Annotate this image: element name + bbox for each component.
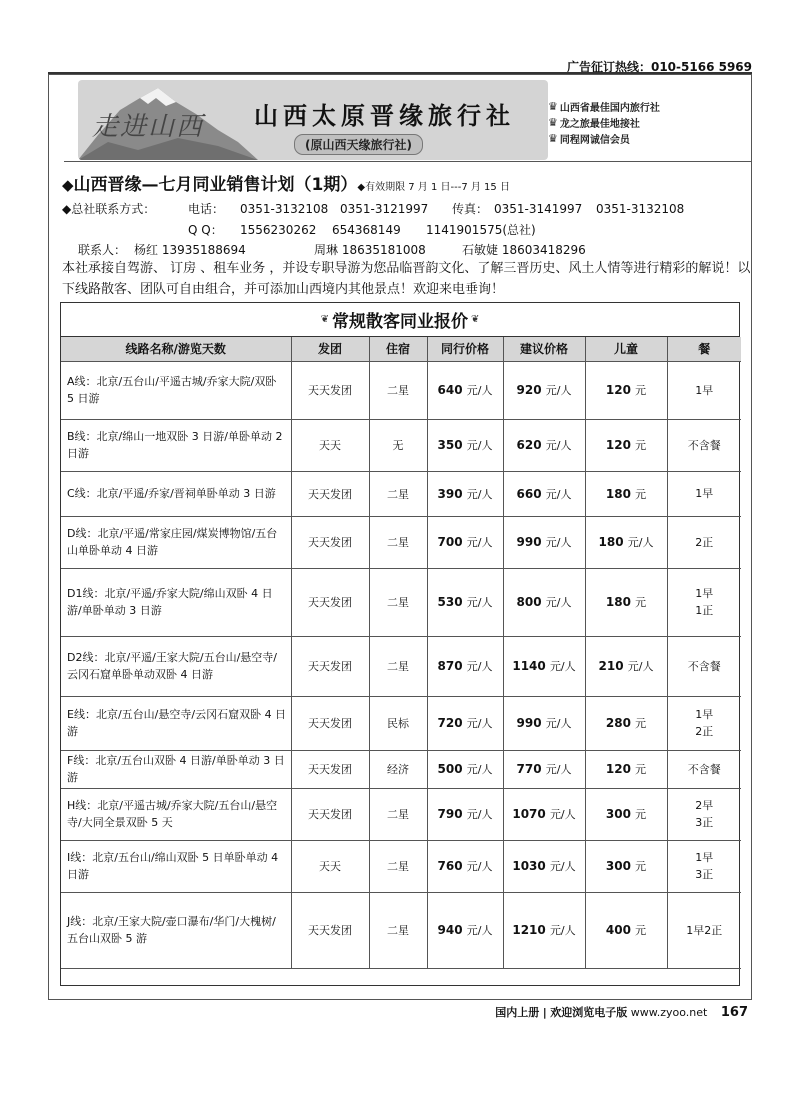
fax-number: 0351-3141997 (494, 202, 583, 216)
honor-item: ♛ 同程网诚信会员 (548, 131, 630, 146)
table-title: 常规散客同业报价 (332, 312, 468, 332)
child-price: 180 (605, 595, 631, 609)
suggested-price-cell (503, 516, 585, 568)
page-footer (495, 1004, 748, 1020)
departure-cell: 天天发团 (291, 636, 369, 696)
child-price-cell (585, 471, 667, 516)
suggested-price: 920 (516, 383, 542, 397)
child-price-unit: 元 (635, 924, 647, 937)
child-price: 300 (605, 859, 631, 873)
qq-number: 654368149 (332, 223, 401, 237)
suggested-price: 800 (516, 595, 542, 609)
meal-line: 2早 (695, 799, 714, 812)
child-price-unit: 元 (635, 439, 647, 452)
footer-site: www.zyoo.net (630, 1006, 708, 1019)
child-price-cell (585, 788, 667, 840)
meal-line: 不含餐 (687, 762, 721, 776)
price-table-box (60, 302, 740, 986)
lodging-cell: 二星 (369, 471, 427, 516)
child-price-unit: 元 (635, 487, 647, 501)
phone-number: 0351-3132108 (240, 202, 329, 216)
table-header-row (61, 337, 741, 361)
meal-line: 1早 (695, 487, 714, 500)
meal-line: 1早 (695, 851, 714, 864)
peer-price: 530 (437, 595, 463, 609)
suggested-price-unit: 元/人 (545, 487, 572, 501)
peer-price-unit: 元/人 (466, 717, 493, 730)
meal-line: 不含餐 (687, 438, 721, 452)
child-price: 120 (605, 383, 631, 397)
suggested-price-cell (503, 840, 585, 892)
phone-number: 0351-3121997 (340, 202, 429, 216)
qq-number: 1141901575(总社) (426, 223, 536, 237)
child-price-cell (585, 750, 667, 788)
suggested-price-cell (503, 892, 585, 968)
route-cell: E线：北京/五台山/悬空寺/云冈石窟双卧 4 日游 (61, 696, 291, 750)
ornament-icon: ❦ (320, 314, 329, 325)
table-row (61, 568, 741, 636)
meal-cell (667, 840, 741, 892)
child-price-cell (585, 892, 667, 968)
child-price-unit: 元 (635, 596, 647, 609)
column-header: 发团 (291, 337, 369, 361)
intro-paragraph: 本社承接自驾游、 订房 、租车业务 ，并设专职导游为您品临晋韵文化、了解三晋历史、风土人情等进行精彩的解说！以下线路散客、团队可自由组合，并可添加山西境内其他景点！欢迎来电垂询！ (62, 261, 751, 297)
child-price: 210 (598, 659, 624, 673)
diamond-icon: ◆ (357, 182, 366, 193)
meal-cell (667, 419, 741, 471)
child-price-cell (585, 696, 667, 750)
table-row (61, 471, 741, 516)
peer-price-unit: 元/人 (466, 763, 493, 776)
peer-price: 390 (437, 486, 463, 501)
child-price: 180 (605, 486, 631, 501)
peer-price-unit: 元/人 (466, 487, 493, 501)
peer-price-cell (427, 696, 503, 750)
peer-price-unit: 元/人 (466, 596, 493, 609)
column-header: 线路名称/游览天数 (61, 337, 291, 361)
suggested-price: 660 (516, 486, 542, 501)
meal-cell (667, 516, 741, 568)
route-cell: A线：北京/五台山/平遥古城/乔家大院/双卧 5 日游 (61, 361, 291, 419)
route-cell: D2线：北京/平遥/王家大院/五台山/悬空寺/云冈石窟单卧单动双卧 4 日游 (61, 636, 291, 696)
contact-person: 周琳 18635181008 (314, 243, 426, 257)
suggested-price: 1140 (512, 659, 546, 673)
child-price-unit: 元 (635, 808, 647, 821)
meal-cell (667, 568, 741, 636)
peer-price: 700 (437, 535, 463, 549)
table-row (61, 696, 741, 750)
contact-phone-row: ◆总社联系方式： 电话： 0351-3132108 0351-3121997 传真： 0351-3141997 0351-3132108 (62, 202, 685, 216)
departure-cell: 天天发团 (291, 361, 369, 419)
departure-cell: 天天发团 (291, 750, 369, 788)
route-cell: B线：北京/绵山一地双卧 3 日游/单卧单动 2 日游 (61, 419, 291, 471)
peer-price: 790 (437, 807, 463, 821)
peer-price-cell (427, 750, 503, 788)
departure-cell: 天天 (291, 419, 369, 471)
lodging-cell: 二星 (369, 892, 427, 968)
meal-line: 2正 (695, 535, 714, 549)
table-row (61, 750, 741, 788)
table-row (61, 419, 741, 471)
suggested-price-unit: 元/人 (545, 439, 572, 452)
banner-rule (64, 161, 752, 162)
honors-list (548, 98, 748, 146)
suggested-price-unit: 元/人 (549, 924, 576, 937)
suggested-price: 990 (516, 535, 542, 549)
peer-price-unit: 元/人 (466, 808, 493, 821)
suggested-price: 1210 (512, 923, 546, 937)
departure-cell: 天天发团 (291, 471, 369, 516)
column-header: 同行价格 (427, 337, 503, 361)
suggested-price-unit: 元/人 (545, 717, 572, 730)
suggested-price-cell (503, 568, 585, 636)
child-price-unit: 元 (635, 860, 647, 873)
child-price: 120 (605, 438, 631, 452)
child-price-cell (585, 840, 667, 892)
meal-line: 不含餐 (687, 659, 721, 673)
departure-cell: 天天发团 (291, 788, 369, 840)
departure-cell: 天天发团 (291, 892, 369, 968)
contact-person: 石敏婕 18603418296 (462, 243, 586, 257)
lodging-cell: 无 (369, 419, 427, 471)
suggested-price-cell (503, 750, 585, 788)
suggested-price-cell (503, 471, 585, 516)
child-price: 280 (605, 716, 631, 730)
peer-price-cell (427, 419, 503, 471)
contact-qq-row: Q Q： 1556230262 654368149 1141901575(总社) (188, 223, 536, 237)
child-price-unit: 元 (635, 763, 647, 776)
departure-cell: 天天 (291, 840, 369, 892)
peer-price: 640 (437, 383, 463, 397)
calligraphy-slogan: 走进山西 (92, 112, 205, 142)
meal-line: 3正 (695, 816, 714, 829)
peer-price-cell (427, 568, 503, 636)
plan-heading (62, 170, 510, 195)
price-table (61, 337, 741, 969)
peer-price: 350 (437, 438, 463, 452)
meal-cell (667, 892, 741, 968)
table-row (61, 516, 741, 568)
suggested-price-cell (503, 419, 585, 471)
peer-price-unit: 元/人 (466, 439, 493, 452)
meal-line: 1早2正 (686, 923, 723, 937)
child-price-cell (585, 361, 667, 419)
child-price-unit: 元 (635, 384, 647, 397)
footer-separator: | (542, 1006, 547, 1019)
peer-price-unit: 元/人 (466, 860, 493, 873)
suggested-price: 1070 (512, 807, 546, 821)
child-price-unit: 元 (635, 717, 647, 730)
child-price: 120 (605, 762, 631, 776)
lodging-cell: 二星 (369, 516, 427, 568)
footer-section: 国内上册 (495, 1006, 540, 1019)
meal-line: 3正 (695, 868, 714, 881)
child-price: 180 (598, 535, 624, 549)
suggested-price-cell (503, 361, 585, 419)
child-price: 300 (605, 807, 631, 821)
departure-cell: 天天发团 (291, 516, 369, 568)
honor-item: ♛ 龙之旅最佳地接社 (548, 115, 640, 130)
meal-line: 1早 (695, 708, 714, 721)
suggested-price-unit: 元/人 (549, 808, 576, 821)
diamond-icon: ◆ (62, 176, 74, 194)
crown-icon: ♛ (548, 115, 558, 129)
suggested-price-cell (503, 636, 585, 696)
suggested-price-unit: 元/人 (545, 536, 572, 549)
crown-icon: ♛ (548, 99, 558, 113)
route-cell: D1线：北京/平遥/乔家大院/绵山双卧 4 日游/单卧单动 3 日游 (61, 568, 291, 636)
qq-number: 1556230262 (240, 223, 317, 237)
lodging-cell: 二星 (369, 568, 427, 636)
table-row (61, 788, 741, 840)
contact-person-row: 联系人： 杨红 13935188694 周琳 18635181008 石敏婕 18603418296 (78, 243, 586, 257)
suggested-price-unit: 元/人 (545, 596, 572, 609)
peer-price-unit: 元/人 (466, 384, 493, 397)
suggested-price: 770 (516, 762, 542, 776)
child-price: 400 (605, 923, 631, 937)
peer-price-cell (427, 892, 503, 968)
suggested-price-unit: 元/人 (549, 860, 576, 873)
meal-line: 1正 (695, 604, 714, 617)
meal-cell (667, 750, 741, 788)
suggested-price: 990 (516, 716, 542, 730)
crown-icon: ♛ (548, 131, 558, 145)
departure-cell: 天天发团 (291, 696, 369, 750)
child-price-unit: 元/人 (627, 660, 654, 673)
honor-item: ♛ 山西省最佳国内旅行社 (548, 99, 660, 114)
route-cell: F线：北京/五台山双卧 4 日游/单卧单动 3 日游 (61, 750, 291, 788)
child-price-cell (585, 516, 667, 568)
column-header: 儿童 (585, 337, 667, 361)
meal-cell (667, 471, 741, 516)
lodging-cell: 民标 (369, 696, 427, 750)
peer-price-cell (427, 516, 503, 568)
agency-former-name: (原山西天缘旅行社) (294, 134, 423, 155)
table-row (61, 636, 741, 696)
peer-price-cell (427, 636, 503, 696)
meal-cell (667, 696, 741, 750)
meal-line: 1早 (695, 587, 714, 600)
child-price-cell (585, 568, 667, 636)
meal-cell (667, 636, 741, 696)
agency-name: 山西太原晋缘旅行社 (254, 101, 515, 130)
table-title-bar (61, 303, 739, 337)
ad-hotline: 广告征订热线：010-5166 5969 (566, 60, 752, 74)
peer-price: 500 (437, 762, 463, 776)
route-cell: C线：北京/平遥/乔家/晋祠单卧单动 3 日游 (61, 471, 291, 516)
lodging-cell: 经济 (369, 750, 427, 788)
agency-banner (78, 80, 548, 160)
suggested-price: 1030 (512, 859, 546, 873)
lodging-cell: 二星 (369, 840, 427, 892)
child-price-unit: 元/人 (627, 536, 654, 549)
peer-price-unit: 元/人 (466, 660, 493, 673)
lodging-cell: 二星 (369, 361, 427, 419)
contact-person: 杨红 13935188694 (134, 243, 246, 257)
suggested-price-cell (503, 696, 585, 750)
peer-price-unit: 元/人 (466, 924, 493, 937)
table-row (61, 361, 741, 419)
peer-price-cell (427, 361, 503, 419)
meal-line: 2正 (695, 725, 714, 738)
departure-cell: 天天发团 (291, 568, 369, 636)
child-price-cell (585, 419, 667, 471)
column-header: 餐 (667, 337, 741, 361)
lodging-cell: 二星 (369, 788, 427, 840)
lodging-cell: 二星 (369, 636, 427, 696)
meal-cell (667, 788, 741, 840)
peer-price: 720 (437, 716, 463, 730)
peer-price-cell (427, 788, 503, 840)
suggested-price-unit: 元/人 (545, 384, 572, 397)
peer-price-unit: 元/人 (466, 536, 493, 549)
fax-number: 0351-3132108 (596, 202, 685, 216)
peer-price-cell (427, 840, 503, 892)
table-row (61, 892, 741, 968)
route-cell: H线：北京/平遥古城/乔家大院/五台山/悬空寺/大同全景双卧 5 天 (61, 788, 291, 840)
plan-title: 山西晋缘—七月同业销售计划（1期） (73, 175, 358, 195)
suggested-price-cell (503, 788, 585, 840)
route-cell: D线：北京/平遥/常家庄园/煤炭博物馆/五台山单卧单动 4 日游 (61, 516, 291, 568)
peer-price: 940 (437, 923, 463, 937)
table-row (61, 840, 741, 892)
suggested-price: 620 (516, 438, 542, 452)
meal-cell (667, 361, 741, 419)
peer-price: 760 (437, 859, 463, 873)
ornament-icon: ❦ (471, 314, 480, 325)
page-number: 167 (720, 1005, 748, 1020)
suggested-price-unit: 元/人 (549, 660, 576, 673)
peer-price: 870 (437, 659, 463, 673)
route-cell: J线：北京/王家大院/壶口瀑布/华门/大槐树/五台山双卧 5 游 (61, 892, 291, 968)
footer-browse: 欢迎浏览电子版 (550, 1006, 628, 1019)
column-header: 住宿 (369, 337, 427, 361)
meal-line: 1早 (695, 383, 714, 397)
child-price-cell (585, 636, 667, 696)
route-cell: I线：北京/五台山/绵山双卧 5 日单卧单动 4 日游 (61, 840, 291, 892)
suggested-price-unit: 元/人 (545, 763, 572, 776)
plan-validity: 有效期限 7 月 1 日---7 月 15 日 (365, 182, 510, 193)
peer-price-cell (427, 471, 503, 516)
column-header: 建议价格 (503, 337, 585, 361)
